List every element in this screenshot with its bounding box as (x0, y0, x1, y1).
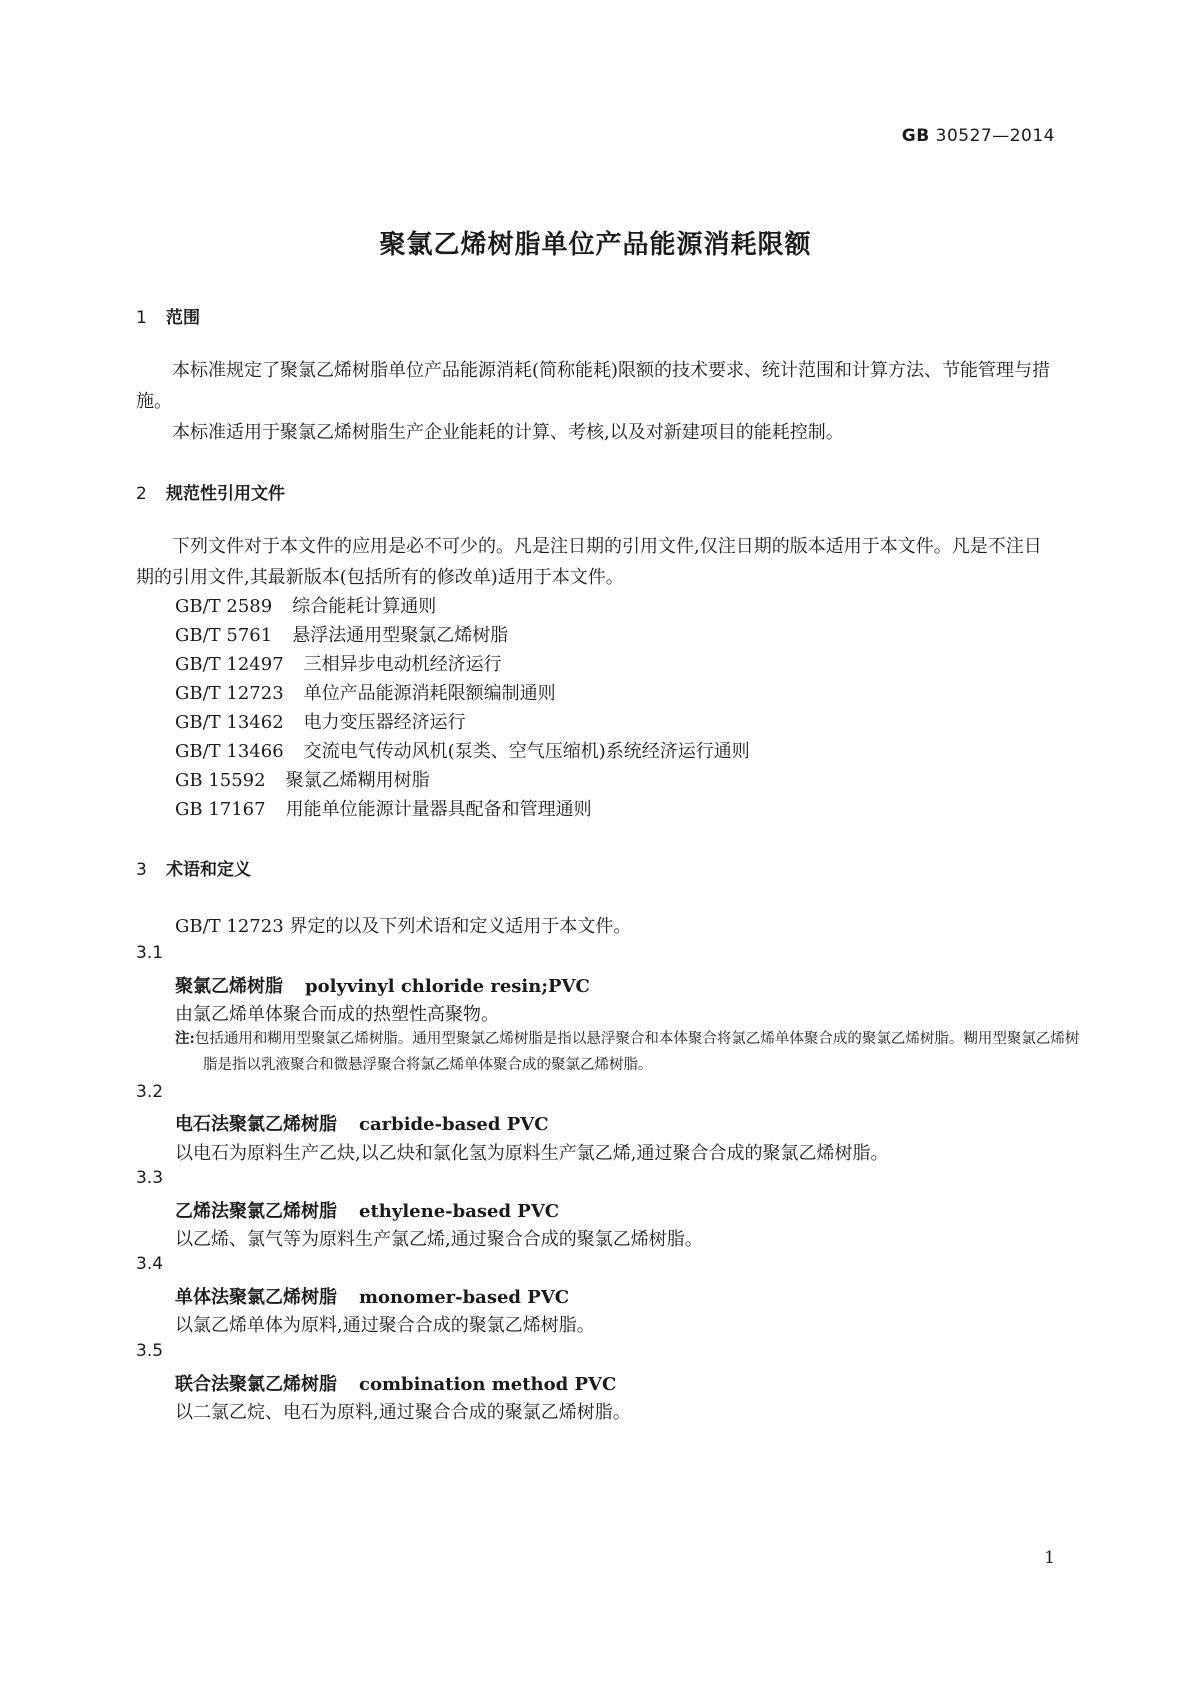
term-note (175, 1026, 1083, 1078)
reference-title: 用能单位能源计量器具配备和管理通则 (285, 799, 592, 820)
reference-item (175, 650, 502, 676)
standard-number: 30527—2014 (935, 126, 1055, 146)
reference-code: GB/T 12497 (175, 654, 284, 675)
reference-title: 聚氯乙烯糊用树脂 (285, 770, 430, 791)
section-title: 范围 (166, 308, 200, 328)
reference-item (175, 737, 750, 763)
term-number: 3.4 (136, 1254, 164, 1274)
reference-item (175, 679, 556, 705)
term-en: carbide-based PVC (359, 1114, 549, 1135)
term-zh: 乙烯法聚氯乙烯树脂 (175, 1201, 337, 1222)
section-2-heading (136, 479, 285, 504)
term-en: monomer-based PVC (359, 1287, 570, 1308)
reference-code: GB/T 13462 (175, 712, 284, 733)
term-zh: 联合法聚氯乙烯树脂 (175, 1374, 337, 1395)
standard-code (902, 126, 1055, 146)
reference-item (175, 795, 592, 821)
term-number: 3.2 (136, 1082, 164, 1102)
standard-prefix: GB (901, 126, 930, 146)
section-1-paragraph: 本标准规定了聚氯乙烯树脂单位产品能源消耗(简称能耗)限额的技术要求、统计范围和计算方法、节能管理与措施。 (136, 360, 1051, 412)
reference-item (175, 621, 508, 647)
term-heading (175, 1283, 569, 1309)
reference-title: 电力变压器经济运行 (303, 712, 466, 733)
reference-code: GB/T 5761 (175, 625, 273, 646)
term-definition: 以二氯乙烷、电石为原料,通过聚合合成的聚氯乙烯树脂。 (175, 1402, 631, 1423)
reference-item (175, 766, 430, 792)
reference-code: GB/T 2589 (175, 596, 273, 617)
term-definition: 以氯乙烯单体为原料,通过聚合合成的聚氯乙烯树脂。 (175, 1315, 595, 1336)
term-en: combination method PVC (359, 1374, 617, 1395)
term-definition: 以乙烯、氯气等为原料生产氯乙烯,通过聚合合成的聚氯乙烯树脂。 (175, 1229, 703, 1250)
section-3-heading (136, 855, 251, 880)
reference-code: GB/T 13466 (175, 741, 284, 762)
reference-title: 单位产品能源消耗限额编制通则 (303, 683, 556, 704)
term-en: ethylene-based PVC (359, 1201, 560, 1222)
document-title: 聚氯乙烯树脂单位产品能源消耗限额 (379, 230, 812, 260)
term-zh: 单体法聚氯乙烯树脂 (175, 1287, 337, 1308)
section-number: 1 (136, 308, 147, 328)
note-label: 注: (175, 1030, 195, 1047)
reference-title: 三相异步电动机经济运行 (303, 654, 502, 675)
reference-item (175, 592, 436, 618)
term-heading (175, 1370, 616, 1396)
page-number: 1 (1044, 1548, 1055, 1568)
term-definition: 由氯乙烯单体聚合而成的热塑性高聚物。 (175, 1004, 499, 1025)
reference-title: 悬浮法通用型聚氯乙烯树脂 (292, 625, 509, 646)
section-1-heading (136, 303, 200, 328)
reference-title: 综合能耗计算通则 (292, 596, 437, 617)
reference-code: GB/T 12723 (175, 683, 284, 704)
note-text: 包括通用和糊用型聚氯乙烯树脂。通用型聚氯乙烯树脂是指以悬浮聚合和本体聚合将氯乙烯单体聚合成的聚氯乙烯树脂。糊用型聚氯乙烯树脂是指以乳液聚合和微悬浮聚合将氯乙烯单体聚合成的聚氯乙烯树脂。 (194, 1031, 1080, 1073)
section-title: 规范性引用文件 (166, 484, 285, 504)
term-number: 3.5 (136, 1341, 164, 1361)
reference-title: 交流电气传动风机(泵类、空气压缩机)系统经济运行通则 (303, 741, 750, 762)
section-1-paragraph: 本标准适用于聚氯乙烯树脂生产企业能耗的计算、考核,以及对新建项目的能耗控制。 (172, 422, 844, 443)
section-title: 术语和定义 (166, 860, 251, 880)
section-3-intro: GB/T 12723 界定的以及下列术语和定义适用于本文件。 (175, 916, 632, 937)
section-number: 3 (136, 860, 147, 880)
section-number: 2 (136, 484, 147, 504)
term-heading (175, 972, 590, 998)
reference-code: GB 15592 (175, 770, 266, 791)
term-number: 3.3 (136, 1168, 164, 1188)
term-heading (175, 1197, 559, 1223)
term-heading (175, 1110, 549, 1136)
reference-code: GB 17167 (175, 799, 266, 820)
term-definition: 以电石为原料生产乙炔,以乙炔和氯化氢为原料生产氯乙烯,通过聚合合成的聚氯乙烯树脂。 (175, 1143, 889, 1164)
reference-item (175, 708, 466, 734)
term-number: 3.1 (136, 943, 164, 963)
section-2-intro: 下列文件对于本文件的应用是必不可少的。凡是注日期的引用文件,仅注日期的版本适用于本文件。凡是不注日期的引用文件,其最新版本(包括所有的修改单)适用于本文件。 (136, 536, 1042, 588)
term-zh: 电石法聚氯乙烯树脂 (175, 1114, 337, 1135)
term-en: polyvinyl chloride resin;PVC (305, 976, 590, 997)
term-zh: 聚氯乙烯树脂 (175, 976, 283, 997)
